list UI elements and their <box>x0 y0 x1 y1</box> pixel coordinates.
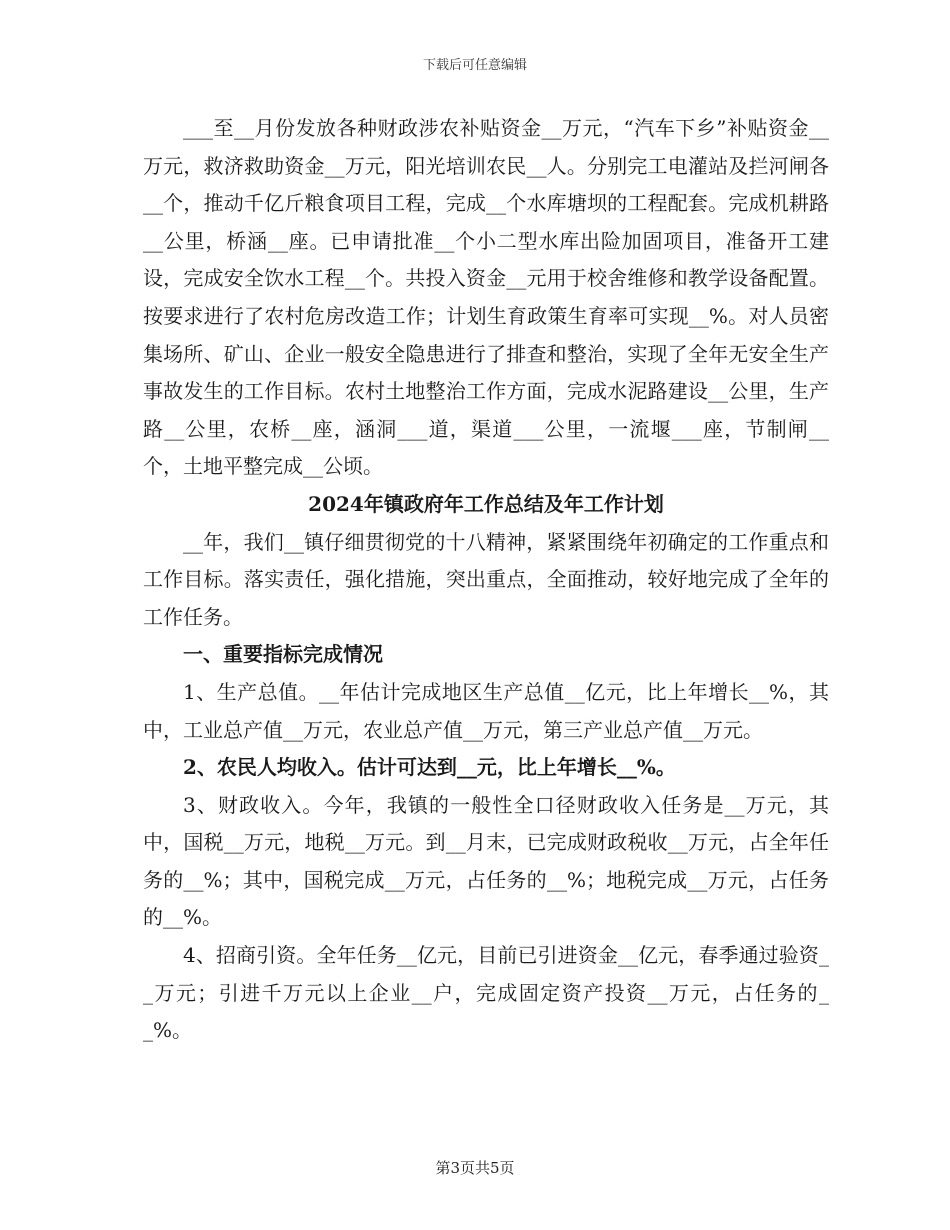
item-farmer-income: 2、农民人均收入。估计可达到__元，比上年增长__%。 <box>183 755 676 780</box>
section-heading-1: 一、重要指标完成情况 <box>183 642 383 667</box>
item-investment: 4、招商引资。全年任务__亿元，目前已引进资金__亿元，春季通过验资__万元；引进千万元以上企业__户，完成固定资产投资__万元，占任务的__%。 <box>143 943 829 1043</box>
document-body <box>143 110 829 1050</box>
page-footer-number: 第3页共5页 <box>435 1159 515 1177</box>
item-gdp: 1、生产总值。__年估计完成地区生产总值__亿元，比上年增长__%，其中，工业总产值__万元，农业总产值__万元，第三产业总产值__万元。 <box>143 679 829 742</box>
item-fiscal-revenue: 3、财政收入。今年，我镇的一般性全口径财政收入任务是__万元，其中，国税__万元，地税__万元。到__月末，已完成财政税收__万元，占全年任务的__%；其中，国税完成__万元，占任务的__%；地税完成__万元，占任务的__%。 <box>143 792 829 930</box>
page-header-note: 下载后可任意编辑 <box>422 58 527 73</box>
document-title: 2024年镇政府年工作总结及年工作计划 <box>308 491 664 516</box>
intro-paragraph: ___至__月份发放各种财政涉农补贴资金__万元，“汽车下乡”补贴资金__万元，救济救助资金__万元，阳光培训农民__人。分别完工电灌站及拦河闸各__个，推动千亿斤粮食项目工程，完成__个水库塘坝的工程配套。完成机耕路__公里，桥涵__座。已申请批准__个小二型水库出险加固项目，准备开工建设，完成安全饮水工程__个。共投入资金__元用于校舍维修和教学设备配置。按要求进行了农村危房改造工作；计划生育政策生育率可实现__%。对人员密集场所、矿山、企业一般安全隐患进行了排查和整治，实现了全年无安全生产事故发生的工作目标。农村土地整治工作方面，完成水泥路建设__公里，生产路__公里，农桥__座，涵洞___道，渠道___公里，一流堰___座，节制闸__个，土地平整完成__公顷。 <box>143 116 829 479</box>
opening-paragraph: __年，我们__镇仔细贯彻党的十八精神，紧紧围绕年初确定的工作重点和工作目标。落实责任，强化措施，突出重点，全面推动，较好地完成了全年的工作任务。 <box>143 529 829 629</box>
